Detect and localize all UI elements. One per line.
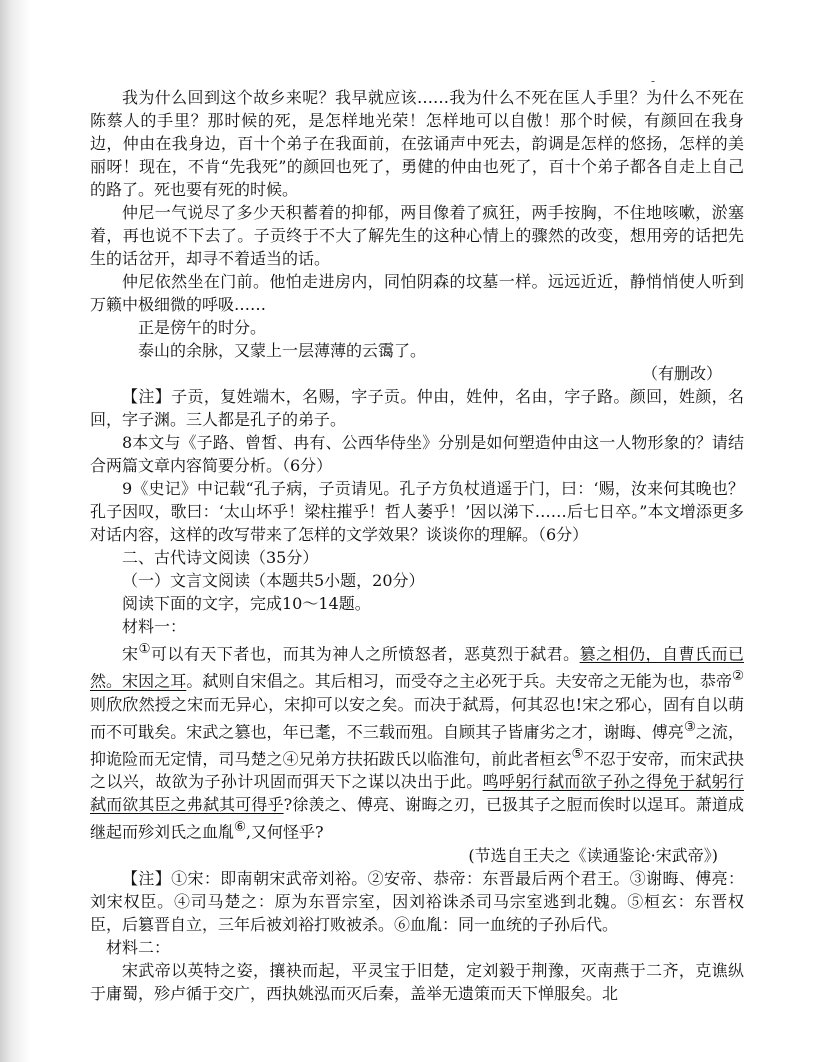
footnote-ref-5: ⑤: [571, 746, 584, 762]
material-1-text: 宋①可以有天下者也，而其为神人之所愤怒者，恶莫烈于弑君。篡之相仍，自曹氏而已然。宋因之耳。弑则自宋倡之。其后相习，而受夺之主必死于兵。夫安帝之无能为也，恭帝②则欣欣然授之宋而无异心，宋抑可以安之矣。而决于弑焉，何其忍也!宋之邪心，固有自以萌而不可戢矣。宋武之篡也，年已耄，不三载而殂。自顾其子皆庸劣之才，谢晦、傅亮③之流，抑诡险而无定情，司马楚之④兄弟方扶拓跋氏以临淮句，前此者桓玄⑤不忍于安帝，而宋武抉之以兴，故欲为子孙计巩固而弭天下之谋以决出于此。鸣呼躬行弑而欲子孙之得免于弑躬行弑而欲其臣之弗弑其可得乎?徐羡之、傅亮、谢晦之刃，已扱其子之脰而俟时以逞耳。萧道成继起而殄刘氏之血胤⑥,又何怪乎?: [90, 642, 744, 842]
subsection-1-title: （一）文言文阅读（本题共5小题，20分）: [122, 571, 425, 590]
footnote-ref-4: ④: [282, 749, 299, 769]
footnote-ref-2: ②: [732, 669, 744, 685]
passage-paragraph-3: 仲尼依然坐在门前。他怕走进房内，同怕阴森的坟墓一样。远远近近，静悄悄使人听到万籁中极细微的呼吸……: [90, 272, 744, 314]
reading-instruction: 阅读下面的文字，完成10～14题。: [122, 594, 371, 613]
footnote-ref-1: ①: [138, 642, 151, 657]
question-8: 8本文与《子路、曾皙、冉有、公西华侍坐》分别是如何塑造仲由这一人物形象的？请结合两篇文章内容简要分析。（6分）: [90, 433, 744, 475]
footnote-ref-6: ⑥: [234, 820, 246, 836]
material-1-label: 材料一：: [122, 617, 187, 636]
material-2-label: 材料二：: [106, 937, 171, 957]
underlined-sentence-1: 篡之相仍，自曹氏而已然。宋因之耳: [90, 644, 744, 691]
underlined-sentence-2: 鸣呼躬行弑而欲子孙之得免于弑躬行弑而欲其臣之弗弑其可得乎: [90, 772, 744, 815]
page-edge-shadow: [0, 0, 30, 1062]
passage-paragraph-1: 我为什么回到这个故乡来呢？我早就应该……我为什么不死在匡人手里？为什么不死在陈蔡人的手里？那时候的死，是怎样地光荣！怎样地可以自傲！那个时候，有颜回在我身边，仲由在我身边，百十个弟子在我面前，在弦诵声中死去，韵调是怎样的悠扬，怎样的美丽呀！现在，不肯“先我死”的颜回也死了，勇健的仲由也死了，百十个弟子都各自走上自己的路了。死也要有死的时候。: [90, 88, 744, 199]
material-1-annotation: 【注】①宋：即南朝宋武帝刘裕。②安帝、恭帝：东晋最后两个君王。③谢晦、傅亮：刘宋权臣。④司马楚之：原为东晋宗室，因刘裕诛杀司马宗室逃到北魏。⑤桓玄：东晋权臣，后篡晋自立，三年后被刘裕打败被杀。⑥血胤：同一血统的子孙后代。: [90, 868, 744, 934]
passage-paragraph-2: 仲尼一气说尽了多少天积蓄着的抑郁，两目像着了疯狂，两手按胸，不住地咳嗽，淤塞着，再也说不下去了。子贡终于不大了解先生的这种心情上的骤然的改变，想用旁的话把先生的话岔开，却寻不着适当的话。: [90, 203, 744, 268]
passage-paragraph-4: 正是傍午的时分。: [138, 318, 267, 337]
question-9: 9《史记》中记载“孔子病，子贡请见。孔子方负杖逍遥于门，曰：‘赐，汝来何其晚也？孔子因叹，歌曰：‘太山坏乎！梁柱摧乎！哲人萎乎！’因以涕下……后七日卒。”本文增添更多对话内容，这样的改写带来了怎样的文学效果？谈谈你的理解。（6分）: [90, 479, 744, 544]
passage-paragraph-5: 泰山的余脉，又蒙上一层薄薄的云霭了。: [138, 341, 427, 360]
document-body: [90, 86, 744, 1005]
material-1-source: (节选自王夫之《读通鉴论·宋武帝》): [468, 845, 718, 865]
passage-annotation: 【注】子贡，复姓端木，名赐，字子贡。仲由，姓仲，名由，字子路。颜回，姓颜，名回，字子渊。三人都是孔子的弟子。: [90, 387, 744, 429]
material-2-text: 宋武帝以英特之姿，攘袂而起，平灵宝于旧楚，定刘毅于荆豫，灭南燕于二齐，克谯纵于庸蜀，殄卢循于交广，西执姚泓而灭后秦，盖举无遗策而天下惮服矣。北: [90, 960, 744, 1003]
passage-source-note: （有删改）: [641, 364, 722, 383]
footnote-ref-3: ③: [683, 719, 696, 735]
corner-mark: -: [651, 74, 656, 88]
section-2-title: 二、古代诗文阅读（35分）: [122, 548, 319, 567]
